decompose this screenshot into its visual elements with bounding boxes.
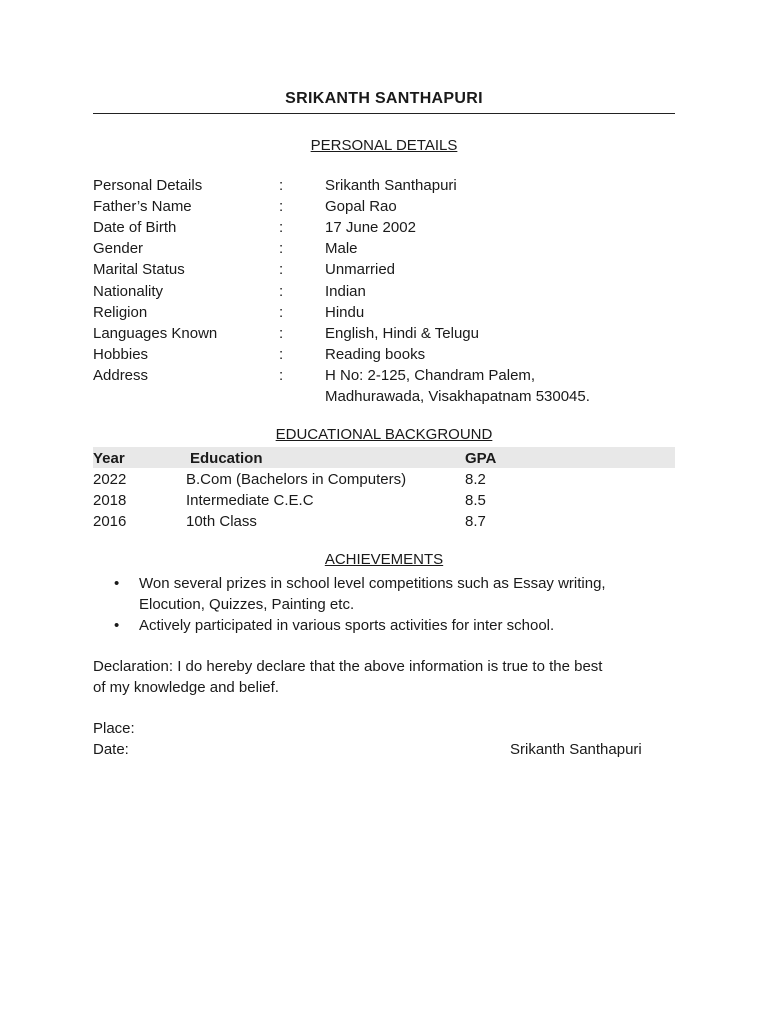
detail-value: Indian [325,283,366,300]
bullet-icon: • [114,575,120,592]
detail-label: Marital Status [93,261,185,278]
detail-value: Hindu [325,304,365,321]
declaration-text: Declaration: I do hereby declare that the above information is true to the best [93,658,603,675]
education-year: 2018 [93,492,127,509]
detail-separator: : [279,219,284,236]
education-course: 10th Class [186,513,257,530]
detail-label: Father’s Name [93,198,192,215]
document-title: SRIKANTH SANTHAPURI [285,90,483,107]
achievement-text: Won several prizes in school level competitions such as Essay writing, [139,575,606,592]
column-header-education: Education [190,450,263,467]
detail-separator: : [279,240,284,257]
title-divider [93,113,675,114]
achievements-heading: ACHIEVEMENTS [324,551,444,568]
detail-separator: : [279,325,284,342]
detail-label: Personal Details [93,177,203,194]
education-header-band [93,447,675,468]
detail-label: Gender [93,240,144,257]
personal-details-heading: PERSONAL DETAILS [310,137,458,154]
education-gpa: 8.7 [465,513,486,530]
column-header-gpa: GPA [465,450,497,467]
detail-separator: : [279,346,284,363]
detail-value: Male [325,240,358,257]
detail-value: English, Hindi & Telugu [325,325,479,342]
detail-separator: : [279,177,284,194]
detail-label: Religion [93,304,148,321]
education-course: B.Com (Bachelors in Computers) [186,471,407,488]
detail-value: H No: 2-125, Chandram Palem, [325,367,536,384]
detail-value: Srikanth Santhapuri [325,177,457,194]
detail-value: Unmarried [325,261,396,278]
detail-value: Reading books [325,346,426,363]
detail-separator: : [279,367,284,384]
signature-name: Srikanth Santhapuri [510,741,642,758]
education-heading: EDUCATIONAL BACKGROUND [275,426,493,443]
education-gpa: 8.2 [465,471,486,488]
education-year: 2016 [93,513,127,530]
place-label: Place: [93,720,135,737]
detail-separator: : [279,304,284,321]
detail-separator: : [279,261,284,278]
detail-value: 17 June 2002 [325,219,416,236]
detail-label: Languages Known [93,325,218,342]
detail-value: Gopal Rao [325,198,397,215]
date-label: Date: [93,741,129,758]
bullet-icon: • [114,617,120,634]
detail-value-continued: Madhurawada, Visakhapatnam 530045. [325,388,590,405]
column-header-year: Year [93,450,125,467]
detail-label: Address [93,367,149,384]
detail-label: Hobbies [93,346,149,363]
detail-label: Nationality [93,283,164,300]
declaration-text-continued: of my knowledge and belief. [93,679,279,696]
education-year: 2022 [93,471,127,488]
detail-label: Date of Birth [93,219,177,236]
education-gpa: 8.5 [465,492,486,509]
detail-separator: : [279,283,284,300]
achievement-text-continued: Elocution, Quizzes, Painting etc. [139,596,355,613]
detail-separator: : [279,198,284,215]
education-course: Intermediate C.E.C [186,492,314,509]
achievement-text: Actively participated in various sports activities for inter school. [139,617,555,634]
